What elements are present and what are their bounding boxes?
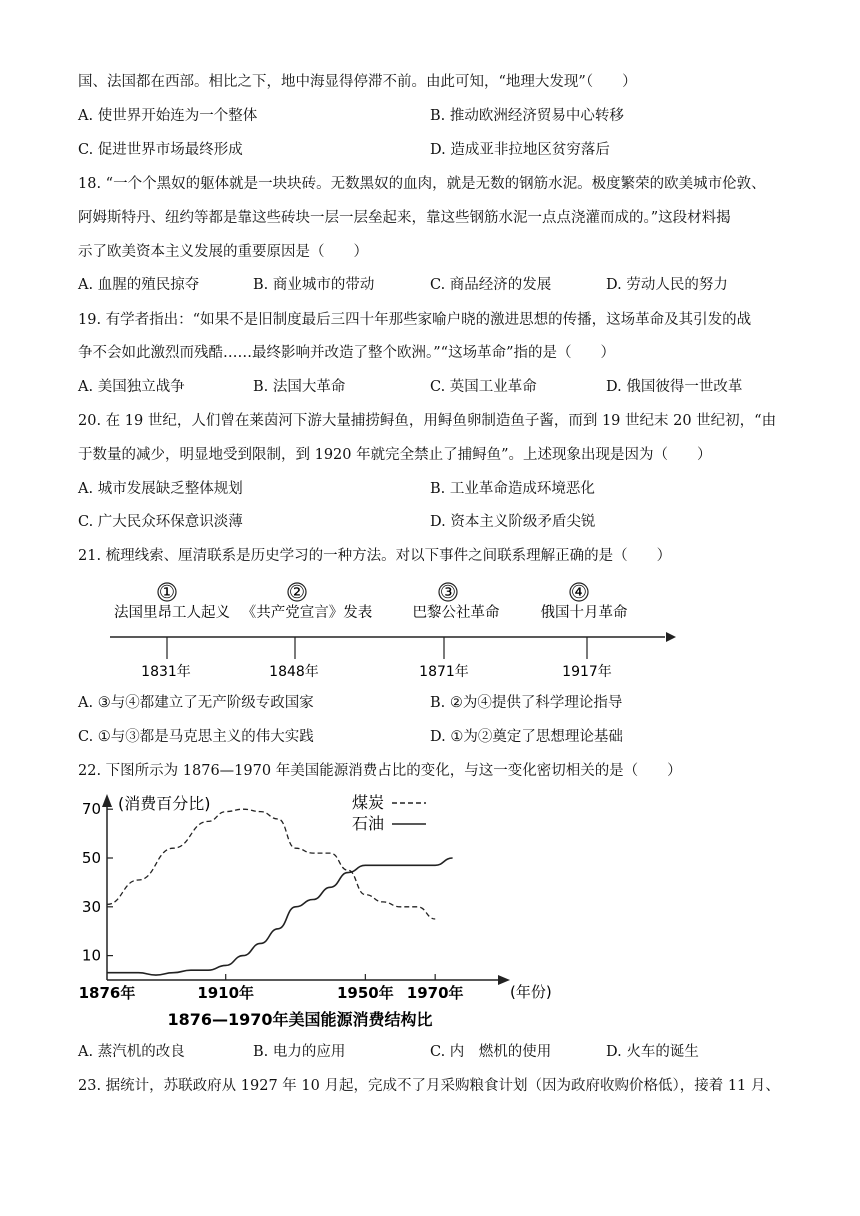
q22-option-d: D. 火车的诞生	[606, 1044, 699, 1060]
timeline-num-1: ①	[158, 582, 176, 603]
timeline-year-2: 1848年	[269, 664, 319, 680]
series-line-coal	[107, 809, 435, 919]
timeline-num-4: ④	[570, 582, 588, 603]
q18-option-b: B. 商业城市的带动	[253, 277, 375, 293]
q19-option-d: D. 俄国彼得一世改革	[606, 379, 743, 395]
q19-option-a: A. 美国独立战争	[78, 379, 185, 395]
x-tick-label: 1876年	[78, 984, 136, 1002]
q19-stem-line-2: 争不会如此激烈而残酷……最终影响并改造了整个欧洲。”“这场革命”指的是（ ）	[78, 345, 615, 361]
timeline-year-3: 1871年	[419, 664, 469, 680]
q21-stem: 21. 梳理线索、厘清联系是历史学习的一种方法。对以下事件之间联系理解正确的是（ ）	[78, 548, 672, 564]
x-tick-label: 1910年	[197, 984, 255, 1002]
q18-option-a: A. 血腥的殖民掠夺	[78, 277, 200, 293]
q22-stem: 22. 下图所示为 1876—1970 年美国能源消费占比的变化，与这一变化密切相关的是（ ）	[78, 763, 682, 779]
x-tick-label: 1950年	[336, 984, 394, 1002]
timeline-num-2: ②	[288, 582, 306, 603]
series-line-oil	[107, 858, 453, 975]
y-tick-label: 30	[81, 897, 101, 916]
chart-legend	[352, 793, 426, 833]
q19-option-c: C. 英国工业革命	[430, 379, 537, 395]
q20-option-a: A. 城市发展缺乏整体规划	[78, 481, 243, 497]
q17-option-c: C. 促进世界市场最终形成	[78, 142, 243, 158]
y-axis-label: (消费百分比)	[118, 794, 211, 813]
q17-stem-tail: 国、法国都在西部。相比之下，地中海显得停滞不前。由此可知，“地理大发现”（ ）	[78, 74, 637, 90]
q22-option-a: A. 蒸汽机的改良	[78, 1044, 185, 1060]
timeline-year-1: 1831年	[141, 664, 191, 680]
legend-label-coal: 煤炭	[352, 793, 385, 812]
q19-option-b: B. 法国大革命	[253, 379, 346, 395]
x-tick-label: 1970年	[406, 984, 464, 1002]
timeline-event-4: 俄国十月革命	[540, 605, 628, 621]
q18-option-d: D. 劳动人民的努力	[606, 277, 728, 293]
q21-timeline	[0, 572, 860, 687]
timeline-event-1: 法国里昂工人起义	[114, 605, 230, 621]
timeline-year-4: 1917年	[562, 664, 612, 680]
q22-option-c: C. 内 燃机的使用	[430, 1044, 552, 1060]
q21-option-b: B. ②为④提供了科学理论指导	[430, 695, 623, 711]
q18-stem-line-2: 阿姆斯特丹、纽约等都是靠这些砖块一层一层垒起来，靠这些钢筋水泥一点点浇灌而成的。”这段材料揭	[78, 210, 731, 226]
q21-option-d: D. ①为②奠定了思想理论基础	[430, 729, 623, 745]
x-axis-arrow	[498, 975, 510, 985]
energy-consumption-chart	[0, 783, 860, 1033]
q20-stem-line-2: 于数量的减少，明显地受到限制，到 1920 年就完全禁止了捕鲟鱼”。上述现象出现是因为（ ）	[78, 447, 712, 463]
x-axis-label: (年份)	[510, 983, 552, 1001]
y-axis-arrow	[102, 794, 112, 807]
q21-option-a: A. ③与④都建立了无产阶级专政国家	[78, 695, 314, 711]
q17-option-d: D. 造成亚非拉地区贫穷落后	[430, 142, 610, 158]
q17-option-b: B. 推动欧洲经济贸易中心转移	[430, 108, 624, 124]
q20-option-c: C. 广大民众环保意识淡薄	[78, 514, 243, 530]
legend-label-oil: 石油	[352, 814, 385, 833]
q22-option-b: B. 电力的应用	[253, 1044, 346, 1060]
q20-stem-line-1: 20. 在 19 世纪，人们曾在莱茵河下游大量捕捞鲟鱼，用鲟鱼卵制造鱼子酱，而到 19 世纪末 20 世纪初，“由	[78, 413, 777, 429]
q17-option-a: A. 使世界开始连为一个整体	[78, 108, 258, 124]
y-tick-label: 70	[81, 800, 101, 819]
chart-title: 1876—1970年美国能源消费结构比	[167, 1010, 433, 1029]
timeline-event-3: 巴黎公社革命	[412, 605, 500, 621]
q18-stem-line-1: 18. “一个个黑奴的躯体就是一块块砖。无数黑奴的血肉，就是无数的钢筋水泥。极度繁荣的欧美城市伦敦、	[78, 176, 766, 192]
y-tick-label: 10	[81, 946, 101, 965]
q19-stem-line-1: 19. 有学者指出：“如果不是旧制度最后三四十年那些家喻户晓的激进思想的传播，这场革命及其引发的战	[78, 312, 752, 328]
q18-option-c: C. 商品经济的发展	[430, 277, 552, 293]
q20-option-d: D. 资本主义阶级矛盾尖锐	[430, 514, 596, 530]
timeline-event-2: 《共产党宣言》发表	[241, 605, 373, 621]
q21-option-c: C. ①与③都是马克思主义的伟大实践	[78, 729, 314, 745]
timeline-num-3: ③	[439, 582, 457, 603]
y-tick-label: 50	[81, 849, 101, 867]
q23-stem: 23. 据统计，苏联政府从 1927 年 10 月起，完成不了月采购粮食计划（因为政府收购价格低），接着 11 月、	[78, 1078, 780, 1094]
q20-option-b: B. 工业革命造成环境恶化	[430, 481, 595, 497]
q18-stem-line-3: 示了欧美资本主义发展的重要原因是（ ）	[78, 244, 368, 260]
